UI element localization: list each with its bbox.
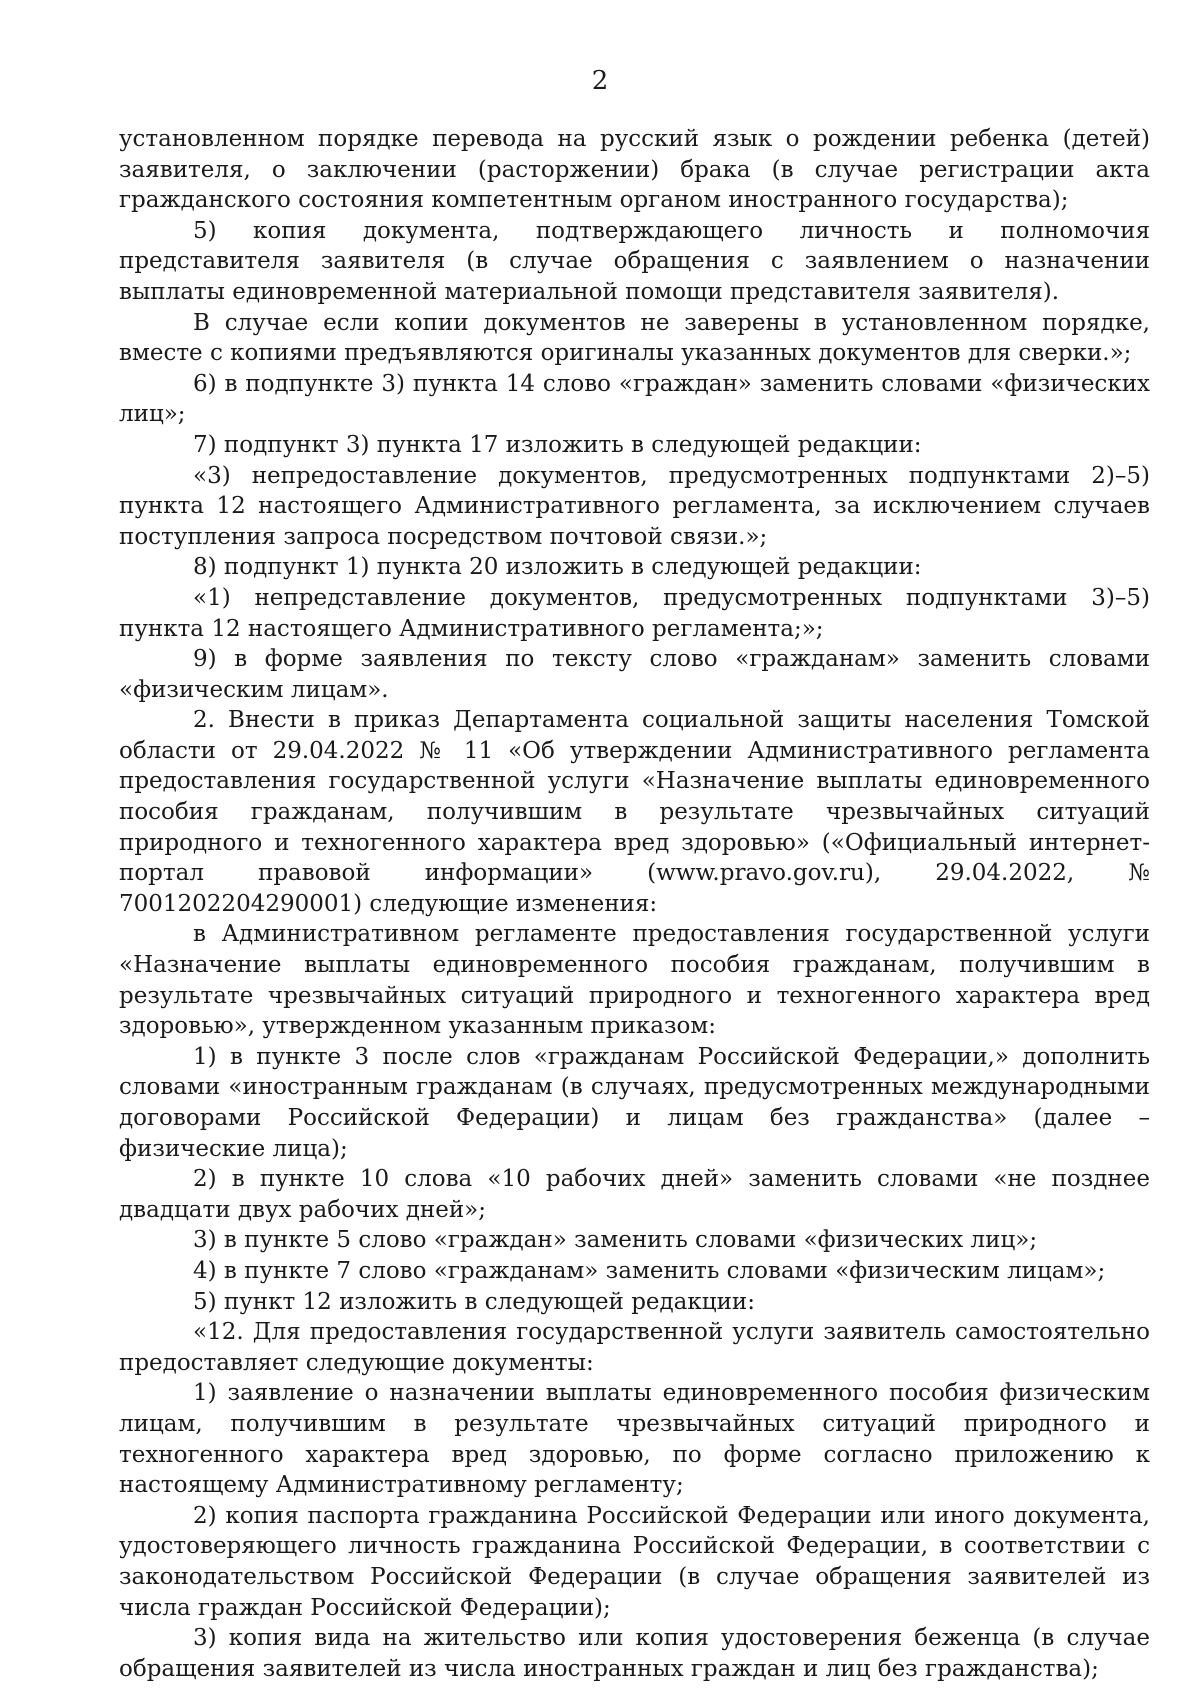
paragraph: 5) копия документа, подтверждающего личность и полномочия представителя заявителя (в случае обращения с заявлением о назначении выплаты единовременной материальной помощи представителя заявителя). xyxy=(119,217,1150,305)
paragraph: «3) непредоставление документов, предусмотренных подпунктами 2)–5) пункта 12 настоящего Административного регламента, за исключением случаев поступления запроса посредством почтовой связи.»; xyxy=(119,462,1150,550)
paragraph: «1) непредставление документов, предусмотренных подпунктами 3)–5) пункта 12 настоящего Административного регламента;»; xyxy=(119,584,1150,642)
paragraph: 1) в пункте 3 после слов «гражданам Российской Федерации,» дополнить словами «иностранным гражданам (в случаях, предусмотренных международными договорами Российской Федерации) и лицам без гражданства» (далее – физические лица); xyxy=(119,1043,1150,1162)
paragraph: 5) пункт 12 изложить в следующей редакции: xyxy=(193,1288,755,1315)
paragraph: 4) в пункте 7 слово «гражданам» заменить словами «физическим лицам»; xyxy=(193,1257,1106,1284)
paragraph: 9) в форме заявления по тексту слово «гражданам» заменить словами «физическим лицам». xyxy=(119,646,1150,703)
paragraph: 1) заявление о назначении выплаты единовременного пособия физическим лицам, получившим в результате чрезвычайных ситуаций природного и техногенного характера вред здоровью, по форме согласно приложению к настоящему Административному регламенту; xyxy=(119,1380,1150,1499)
page-number: 2 xyxy=(591,66,609,96)
paragraph: установленном порядке перевода на русский язык о рождении ребенка (детей) заявителя, о заключении (расторжении) брака (в случае регистрации акта гражданского состояния компетентным органом иностранного государства); xyxy=(119,126,1150,214)
paragraph: 8) подпункт 1) пункта 20 изложить в следующей редакции: xyxy=(193,554,922,581)
document-body xyxy=(119,124,1150,1684)
paragraph: в Административном регламенте предоставления государственной услуги «Назначение выплаты единовременного пособия гражданам, получившим в результате чрезвычайных ситуаций природного и техногенного характера вред здоровью», утвержденном указанным приказом: xyxy=(119,921,1150,1040)
paragraph: 2) в пункте 10 слова «10 рабочих дней» заменить словами «не позднее двадцати двух рабочих дней»; xyxy=(119,1166,1150,1223)
paragraph: 2) копия паспорта гражданина Российской Федерации или иного документа, удостоверяющего личность гражданина Российской Федерации, в соответствии с законодательством Российской Федерации (в случае обращения заявителей из числа граждан Российской Федерации); xyxy=(119,1502,1150,1621)
paragraph: 6) в подпункте 3) пункта 14 слово «граждан» заменить словами «физических лиц»; xyxy=(119,370,1150,428)
paragraph: «12. Для предоставления государственной услуги заявитель самостоятельно предоставляет следующие документы: xyxy=(119,1319,1150,1376)
paragraph: 7) подпункт 3) пункта 17 изложить в следующей редакции: xyxy=(193,431,922,458)
paragraph: 3) копия вида на жительство или копия удостоверения беженца (в случае обращения заявителей из числа иностранных граждан и лиц без гражданства); xyxy=(119,1625,1150,1682)
paragraph: 3) в пункте 5 слово «граждан» заменить словами «физических лиц»; xyxy=(193,1227,1038,1254)
paragraph: В случае если копии документов не заверены в установленном порядке, вместе с копиями предъявляются оригиналы указанных документов для сверки.»; xyxy=(119,309,1150,367)
paragraph: 2. Внести в приказ Департамента социальной защиты населения Томской области от 29.04.2022 № 11 «Об утверждении Административного регламента предоставления государственной услуги «Назначение выплаты единовременного пособия гражданам, получившим в результате чрезвычайных ситуаций природного и техногенного характера вред здоровью» («Официальный интернет-портал правовой информации» (www.pravo.gov.ru), 29.04.2022, № 7001202204290001) следующие изменения: xyxy=(119,707,1150,917)
